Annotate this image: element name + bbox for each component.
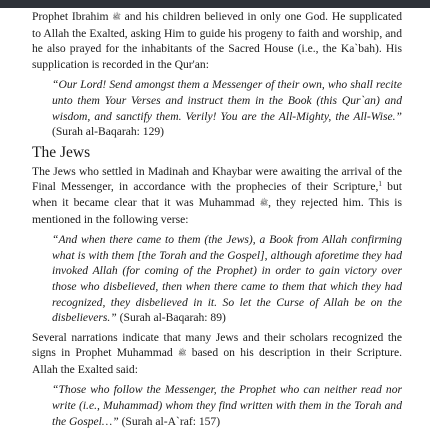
quote-reference: (Surah al-Baqarah: 89) [116,311,226,325]
paragraph-narrations: Several narrations indicate that many Jews and their scholars recognized the signs in Prophet Muhammad ﷺ based on his description in their Scripture. Allah the Exalted said: [32,330,402,376]
footnote-marker[interactable]: 1 [378,180,382,189]
section-heading: The Jews [32,143,91,161]
quote-text: “And when there came to them (the Jews), a Book from Allah confirming what is with them [the Torah and the Gospel], although aforetime they had invoked Allah (for coming of the Prophet) in order to gain victory over those who disbelieved, then when there came to them that which they had recognized, they disbelieved in it. So let the Curse of Allah be on the disbelievers.” [52,233,402,325]
paragraph-ibrahim: Prophet Ibrahim ﷺ and his children believed in only one God. He supplicated to Allah the Exalted, asking Him to guide his progeny to faith and worship, and he also prayed for the inhabitants of the Sacred House (i.e., the Ka`bah). His supplication is recorded in the Qur'an: [32,10,402,71]
quote-baqarah-129 [32,77,402,139]
page-content [32,9,402,430]
paragraph-jews: The Jews who settled in Madinah and Khaybar were awaiting the arrival of the Final Messenger, in accordance with the prophecies of their Scripture,$^1$ but when it became clear that it was Muhammad ﷺ, they rejected him. This is mentioned in the following verse: [32,164,402,226]
quote-araf-157 [32,382,402,429]
quote-text: “Those who follow the Messenger, the Prophet who can neither read nor write (i.e., Muhammad) whom they find written with them in the Torah and the Gospel…” [52,383,402,428]
honorific-glyph: ﷺ [259,198,269,207]
page-top-edge [0,0,430,8]
quote-baqarah-89 [32,232,402,326]
quote-text: “Our Lord! Send amongst them a Messenger of their own, who shall recite unto them Your Verses and instruct them in the Book (this Qur`an) and wisdom, and sanctify them. Verily! You are the All-Mighty, the All-Wise.” [52,78,402,123]
quote-reference: (Surah al-A`raf: 157) [118,414,221,428]
honorific-glyph: ﷺ [178,349,187,358]
quote-reference: (Surah al-Baqarah: 129) [52,125,165,139]
honorific-glyph: ﷺ [112,13,121,21]
